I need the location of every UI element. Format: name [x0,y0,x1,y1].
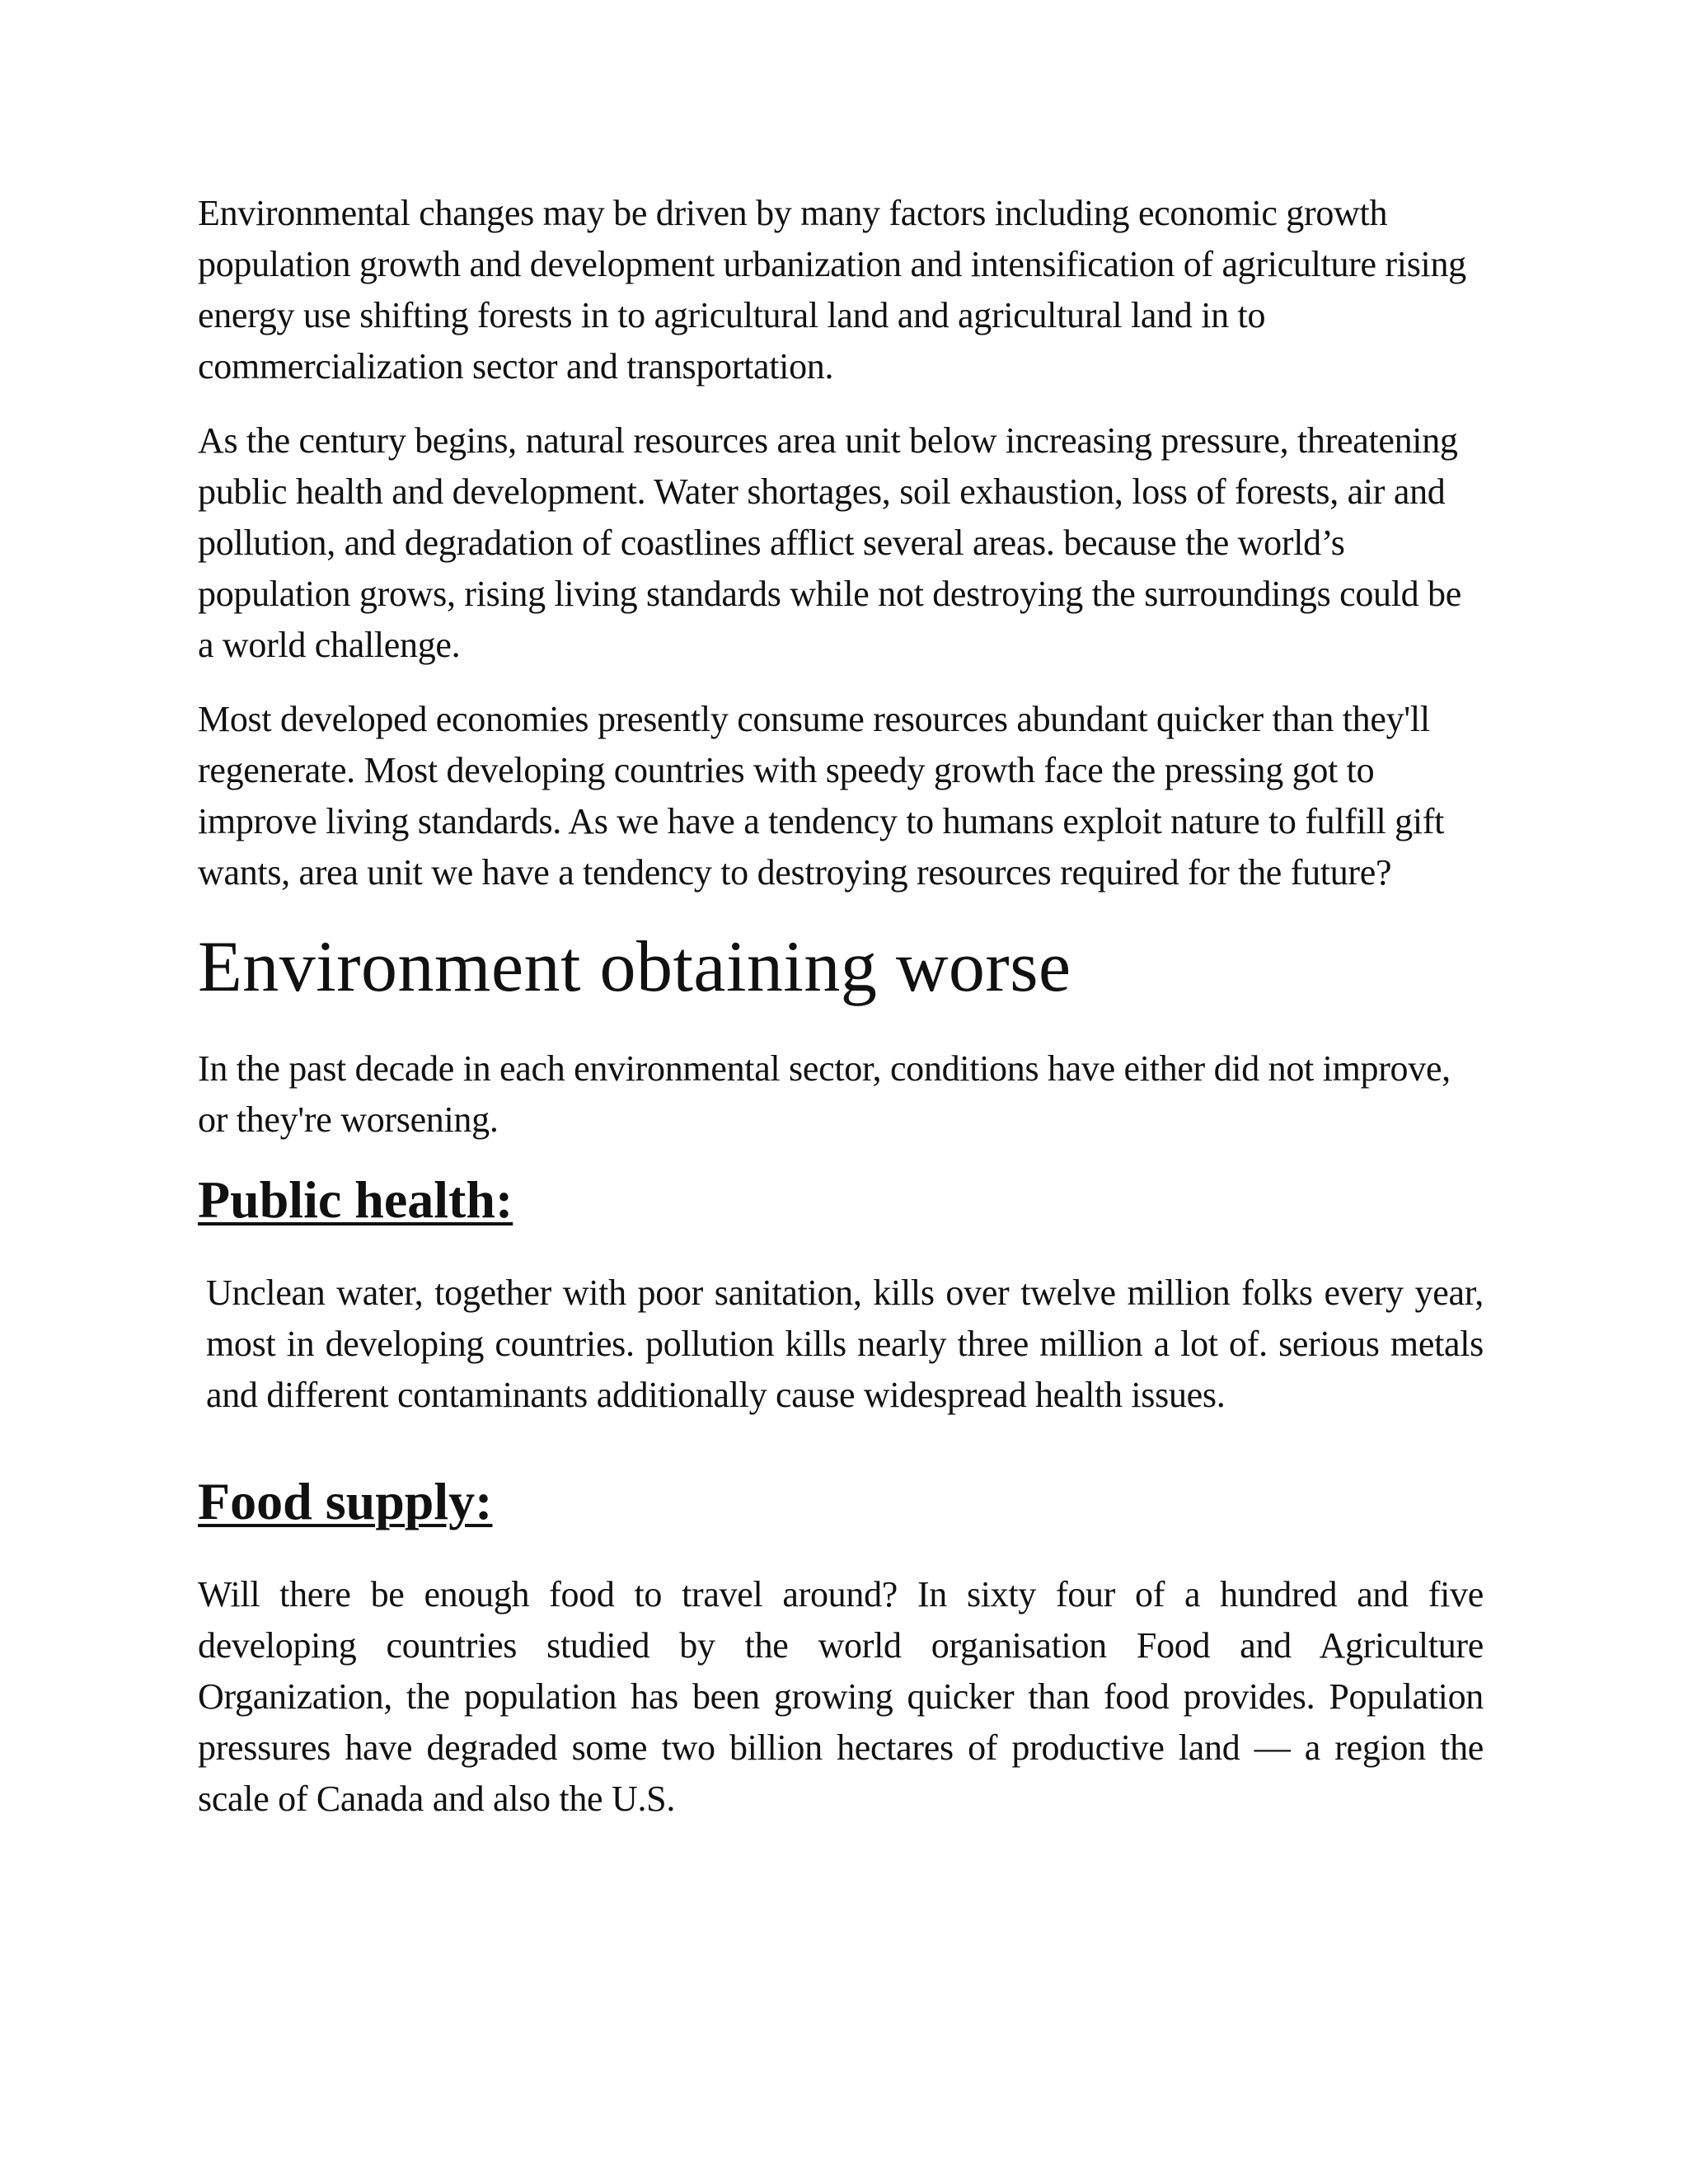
paragraph-developed-economies: Most developed economies presently consume resources abundant quicker than they'll regenerate. Most developing countries with speedy growth face the pressing got to improve living standards. As we have a tendency to humans exploit nature to fulfill gift wants, area unit we have a tendency to destroying resources required for the future? [198,699,1445,893]
paragraph-public-health: Unclean water, together with poor sanitation, kills over twelve million folks every year, most in developing countries. pollution kills nearly three million a lot of. serious metals and different contaminants additionally cause widespread health issues. [206,1272,1484,1415]
heading-public-health: Public health: [198,1170,513,1229]
heading-food-supply: Food supply: [198,1472,493,1530]
paragraph-food-supply: Will there be enough food to travel around? In sixty four of a hundred and five developing countries studied by the world organisation Food and Agriculture Organization, the population has been growing quicker than food provides. Population pressures have degraded some two billion hectares of productive land — a region the scale of Canada and also the U.S. [198,1574,1484,1819]
document-body [198,188,1484,1848]
heading-environment-obtaining-worse: Environment obtaining worse [198,927,1071,1007]
paragraph-past-decade: In the past decade in each environmental sector, conditions have either did not improve, or they're worsening. [198,1048,1451,1140]
paragraph-environmental-changes: Environmental changes may be driven by many factors including economic growth population growth and development urbanization and intensification of agriculture rising energy use shifting forests in to agricultural land and agricultural land in to commercialization sector and transportation. [198,193,1466,387]
paragraph-natural-resources: As the century begins, natural resources area unit below increasing pressure, threatening public health and development. Water shortages, soil exhaustion, loss of forests, air and pollution, and degradation of coastlines afflict several areas. because the world’s population grows, rising living standards while not destroying the surroundings could be a world challenge. [198,420,1461,665]
